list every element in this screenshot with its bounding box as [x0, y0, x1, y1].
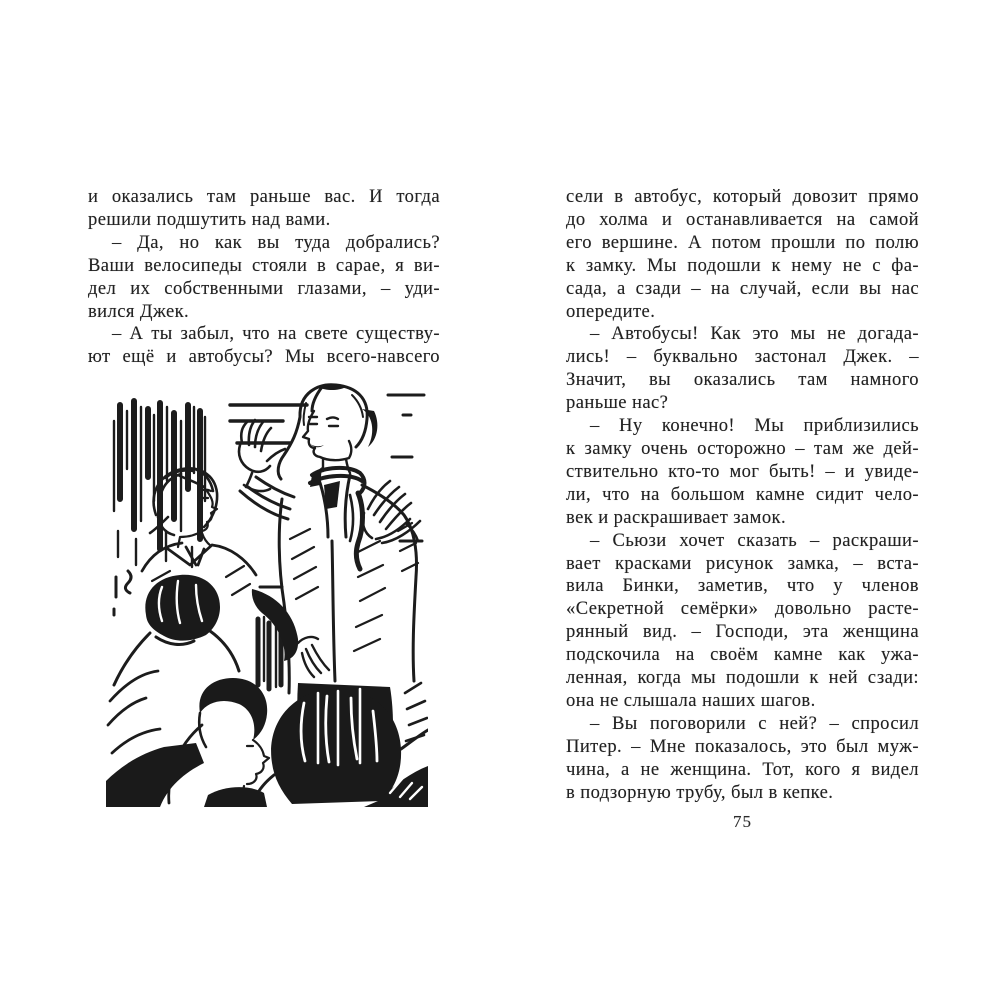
text-line: его вершине. А потом прошли по полю [566, 231, 919, 253]
text-line: ленная, когда мы подошли к ней сзади: [566, 667, 919, 689]
text-line: ют ещё и автобусы? Мы всего-навсего [88, 346, 440, 368]
text-line: вился Джек. [88, 300, 190, 322]
text-line: раньше нас? [566, 392, 669, 414]
page-number: 75 [733, 812, 752, 831]
text-line: Ваши велосипеды стояли в сарае, я ви- [88, 254, 440, 276]
text-line: век и раскрашивает замок. [566, 506, 787, 528]
left-page-text-column [88, 186, 440, 369]
text-line: опередите. [566, 300, 656, 322]
text-line: – А ты забыл, что на свете существу- [112, 323, 440, 345]
text-line: к замку. Мы подошли к нему не с фа- [566, 254, 919, 276]
right-page-text-column [566, 186, 919, 804]
text-line: – Да, но как вы туда добрались? [112, 231, 440, 253]
text-line: сели в автобус, который довозит прямо [566, 186, 919, 207]
text-line: подскочила на своём камне как ужа- [566, 644, 919, 666]
text-line: вила Бинки, заметив, что у членов [566, 575, 919, 597]
text-line: рянный вид. – Господи, эта женщина [566, 621, 919, 643]
text-line: лись! – буквально застонал Джек. – [566, 346, 919, 368]
text-line: Питер. – Мне показалось, это был муж- [566, 735, 919, 757]
book-illustration [106, 381, 428, 807]
text-line: дел их собственными глазами, – уди- [88, 277, 440, 299]
text-line: сада, а сзади – на случай, если вы нас [566, 277, 919, 299]
illustration-drawing [106, 381, 428, 807]
text-line: чина, а не женщина. Тот, кого я видел [566, 758, 919, 780]
text-line: – Вы поговорили с ней? – спросил [590, 712, 919, 734]
text-line: к замку очень осторожно – там же дей- [566, 437, 919, 459]
text-line: – Ну конечно! Мы приблизились [590, 415, 919, 437]
text-line: решили подшутить над вами. [88, 208, 331, 230]
text-line: она не слышала наших шагов. [566, 689, 816, 711]
text-line: «Секретной семёрки» довольно расте- [566, 598, 919, 620]
text-line: Значит, вы оказались там намного [566, 369, 919, 391]
text-line: и оказались там раньше вас. И тогда [88, 186, 440, 207]
text-line: ствительно кто-то мог быть! – и увиде- [566, 460, 919, 482]
text-line: в подзорную трубу, был в кепке. [566, 781, 834, 803]
text-line: – Автобусы! Как это мы не догада- [590, 323, 919, 345]
text-line: вает красками рисунок замка, – вста- [566, 552, 919, 574]
text-line: до холма и останавливается на самой [566, 208, 919, 230]
text-line: ли, что на большом камне сидит чело- [566, 483, 919, 505]
text-line: – Сьюзи хочет сказать – раскраши- [590, 529, 919, 551]
